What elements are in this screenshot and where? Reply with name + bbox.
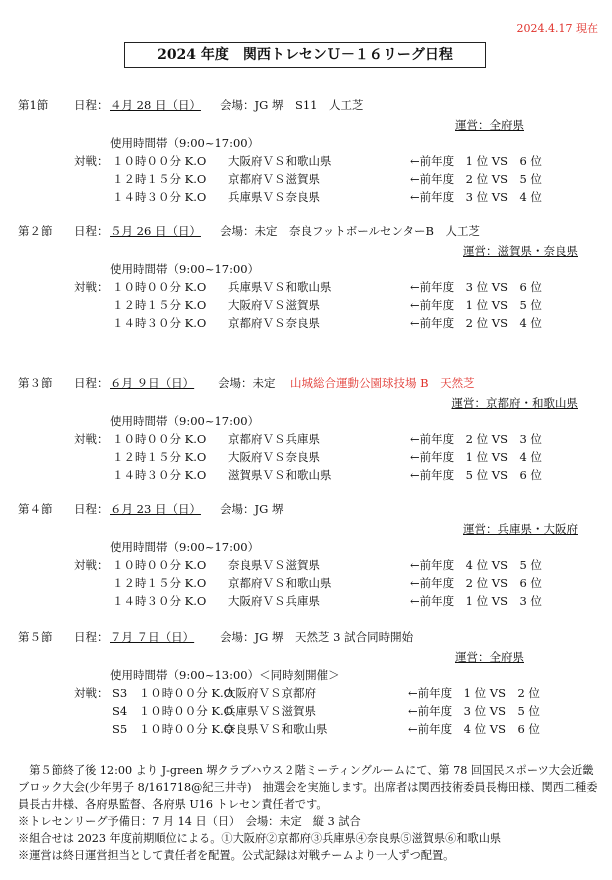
match-time: １４時３０分 K.O xyxy=(112,468,207,482)
section-date: ７月 ７日（日） xyxy=(110,630,195,644)
section-date-prefix: 日程： xyxy=(74,224,109,238)
section-management: 運営：京都府・和歌山県 xyxy=(451,396,578,410)
match-teams: 奈良県ＶＳ滋賀県 xyxy=(228,558,320,572)
match-time: １０時００分 K.O xyxy=(112,280,207,294)
match-ranking: ←前年度 3 位 VS 6 位 xyxy=(410,280,542,294)
match-ranking: ←前年度 1 位 VS 6 位 xyxy=(410,154,542,168)
section-date-prefix: 日程： xyxy=(74,98,109,112)
section-management: 運営：滋賀県・奈良県 xyxy=(463,244,578,258)
section-date: ６月 23 日（日） xyxy=(110,502,201,516)
section-label: 第1節 xyxy=(18,98,49,112)
match-time: １０時００分 K.O xyxy=(112,558,207,572)
match-time: １２時１５分 K.O xyxy=(112,576,207,590)
section-venue: 会場：JG 堺 天然芝 3 試合同時開始 xyxy=(220,630,414,644)
match-teams: 大阪府ＶＳ奈良県 xyxy=(228,450,320,464)
match-teams: 奈良県ＶＳ和歌山県 xyxy=(224,722,328,736)
section-management: 運営：兵庫県・大阪府 xyxy=(463,522,578,536)
match-ranking: ←前年度 2 位 VS 6 位 xyxy=(410,576,542,590)
match-teams: 京都府ＶＳ奈良県 xyxy=(228,316,320,330)
match-prefix: 対戦： xyxy=(74,686,109,700)
section-venue: 会場：JG 堺 xyxy=(220,502,284,516)
section-label: 第２節 xyxy=(18,224,53,238)
section-label: 第５節 xyxy=(18,630,53,644)
note-reserve-day: ※トレセンリーグ予備日：7 月 14 日（日） 会場：未定 縦 3 試合 xyxy=(18,815,361,828)
document-title: 2024 年度 関西トレセンＵ－１６リーグ日程 xyxy=(124,42,486,68)
section-label: 第４節 xyxy=(18,502,53,516)
match-teams: 大阪府ＶＳ兵庫県 xyxy=(228,594,320,608)
match-prefix: 対戦： xyxy=(74,154,109,168)
match-time: １２時１５分 K.O xyxy=(112,298,207,312)
match-time: １４時３０分 K.O xyxy=(112,190,207,204)
match-ranking: ←前年度 5 位 VS 6 位 xyxy=(410,468,542,482)
match-teams: 大阪府ＶＳ滋賀県 xyxy=(228,298,320,312)
document-date: 2024.4.17 現在 xyxy=(516,22,598,35)
match-teams: 京都府ＶＳ兵庫県 xyxy=(228,432,320,446)
section-time-band: 使用時間帯（9:00~17:00） xyxy=(110,414,260,428)
note-management: ※運営は終日運営担当として責任者を配置。公式記録は対戦チームより一人ずつ配置。 xyxy=(18,849,455,862)
match-ranking: ←前年度 4 位 VS 5 位 xyxy=(410,558,542,572)
section-date: ５月 26 日（日） xyxy=(110,224,201,238)
section-date-prefix: 日程： xyxy=(74,376,109,390)
section-date-prefix: 日程： xyxy=(74,630,109,644)
match-time: S5 １０時００分 K.O xyxy=(112,722,234,736)
note-paragraph: 第５節終了後 12:00 より J-green 堺クラブハウス２階ミーティングルームにて、第 78 回国民スポーツ大会近畿ブロック大会(少年男子 8/161718@紀三井寺) 抽選会を実施します。出席者は関西技術委員長梅田様、関西二種委員長古井様、各府県監督、各府県 U16 トレセン責任者です。 xyxy=(18,764,598,811)
match-time: １４時３０分 K.O xyxy=(112,594,207,608)
notes-block xyxy=(18,762,602,864)
match-ranking: ←前年度 1 位 VS 3 位 xyxy=(410,594,542,608)
match-teams: 滋賀県ＶＳ和歌山県 xyxy=(228,468,332,482)
section-venue-note: 山城総合運動公園球技場 B 天然芝 xyxy=(290,376,475,390)
match-ranking: ←前年度 3 位 VS 5 位 xyxy=(408,704,540,718)
match-ranking: ←前年度 1 位 VS 4 位 xyxy=(410,450,542,464)
section-venue: 会場：未定 奈良フットボールセンターB 人工芝 xyxy=(220,224,480,238)
section-management: 運営：全府県 xyxy=(455,118,524,132)
match-prefix: 対戦： xyxy=(74,280,109,294)
match-time: １４時３０分 K.O xyxy=(112,316,207,330)
section-management: 運営：全府県 xyxy=(455,650,524,664)
match-ranking: ←前年度 2 位 VS 5 位 xyxy=(410,172,542,186)
match-prefix: 対戦： xyxy=(74,558,109,572)
match-time: １２時１５分 K.O xyxy=(112,172,207,186)
match-teams: 大阪府ＶＳ和歌山県 xyxy=(228,154,332,168)
section-date: ６月 ９日（日） xyxy=(110,376,195,390)
match-time: S4 １０時００分 K.O xyxy=(112,704,234,718)
section-venue: 会場：JG 堺 S11 人工芝 xyxy=(220,98,364,112)
section-label: 第３節 xyxy=(18,376,53,390)
match-teams: 大阪府ＶＳ京都府 xyxy=(224,686,316,700)
section-time-band: 使用時間帯（9:00~17:00） xyxy=(110,540,260,554)
match-teams: 兵庫県ＶＳ滋賀県 xyxy=(224,704,316,718)
section-venue: 会場：未定 xyxy=(218,376,276,390)
match-time: S3 １０時００分 K.O xyxy=(112,686,234,700)
match-ranking: ←前年度 2 位 VS 3 位 xyxy=(410,432,542,446)
match-ranking: ←前年度 2 位 VS 4 位 xyxy=(410,316,542,330)
match-ranking: ←前年度 3 位 VS 4 位 xyxy=(410,190,542,204)
match-teams: 京都府ＶＳ滋賀県 xyxy=(228,172,320,186)
match-time: １２時１５分 K.O xyxy=(112,450,207,464)
match-ranking: ←前年度 1 位 VS 5 位 xyxy=(410,298,542,312)
match-ranking: ←前年度 4 位 VS 6 位 xyxy=(408,722,540,736)
match-prefix: 対戦： xyxy=(74,432,109,446)
match-ranking: ←前年度 1 位 VS 2 位 xyxy=(408,686,540,700)
match-teams: 兵庫県ＶＳ和歌山県 xyxy=(228,280,332,294)
match-time: １０時００分 K.O xyxy=(112,154,207,168)
match-time: １０時００分 K.O xyxy=(112,432,207,446)
section-time-band: 使用時間帯（9:00~17:00） xyxy=(110,136,260,150)
section-time-band: 使用時間帯（9:00~13:00）＜同時刻開催＞ xyxy=(110,668,340,682)
section-time-band: 使用時間帯（9:00~17:00） xyxy=(110,262,260,276)
note-ranking-basis: ※組合せは 2023 年度前期順位による。①大阪府②京都府③兵庫県④奈良県⑤滋賀県⑥和歌山県 xyxy=(18,832,502,845)
section-date: ４月 28 日（日） xyxy=(110,98,201,112)
match-teams: 京都府ＶＳ和歌山県 xyxy=(228,576,332,590)
section-date-prefix: 日程： xyxy=(74,502,109,516)
match-teams: 兵庫県ＶＳ奈良県 xyxy=(228,190,320,204)
